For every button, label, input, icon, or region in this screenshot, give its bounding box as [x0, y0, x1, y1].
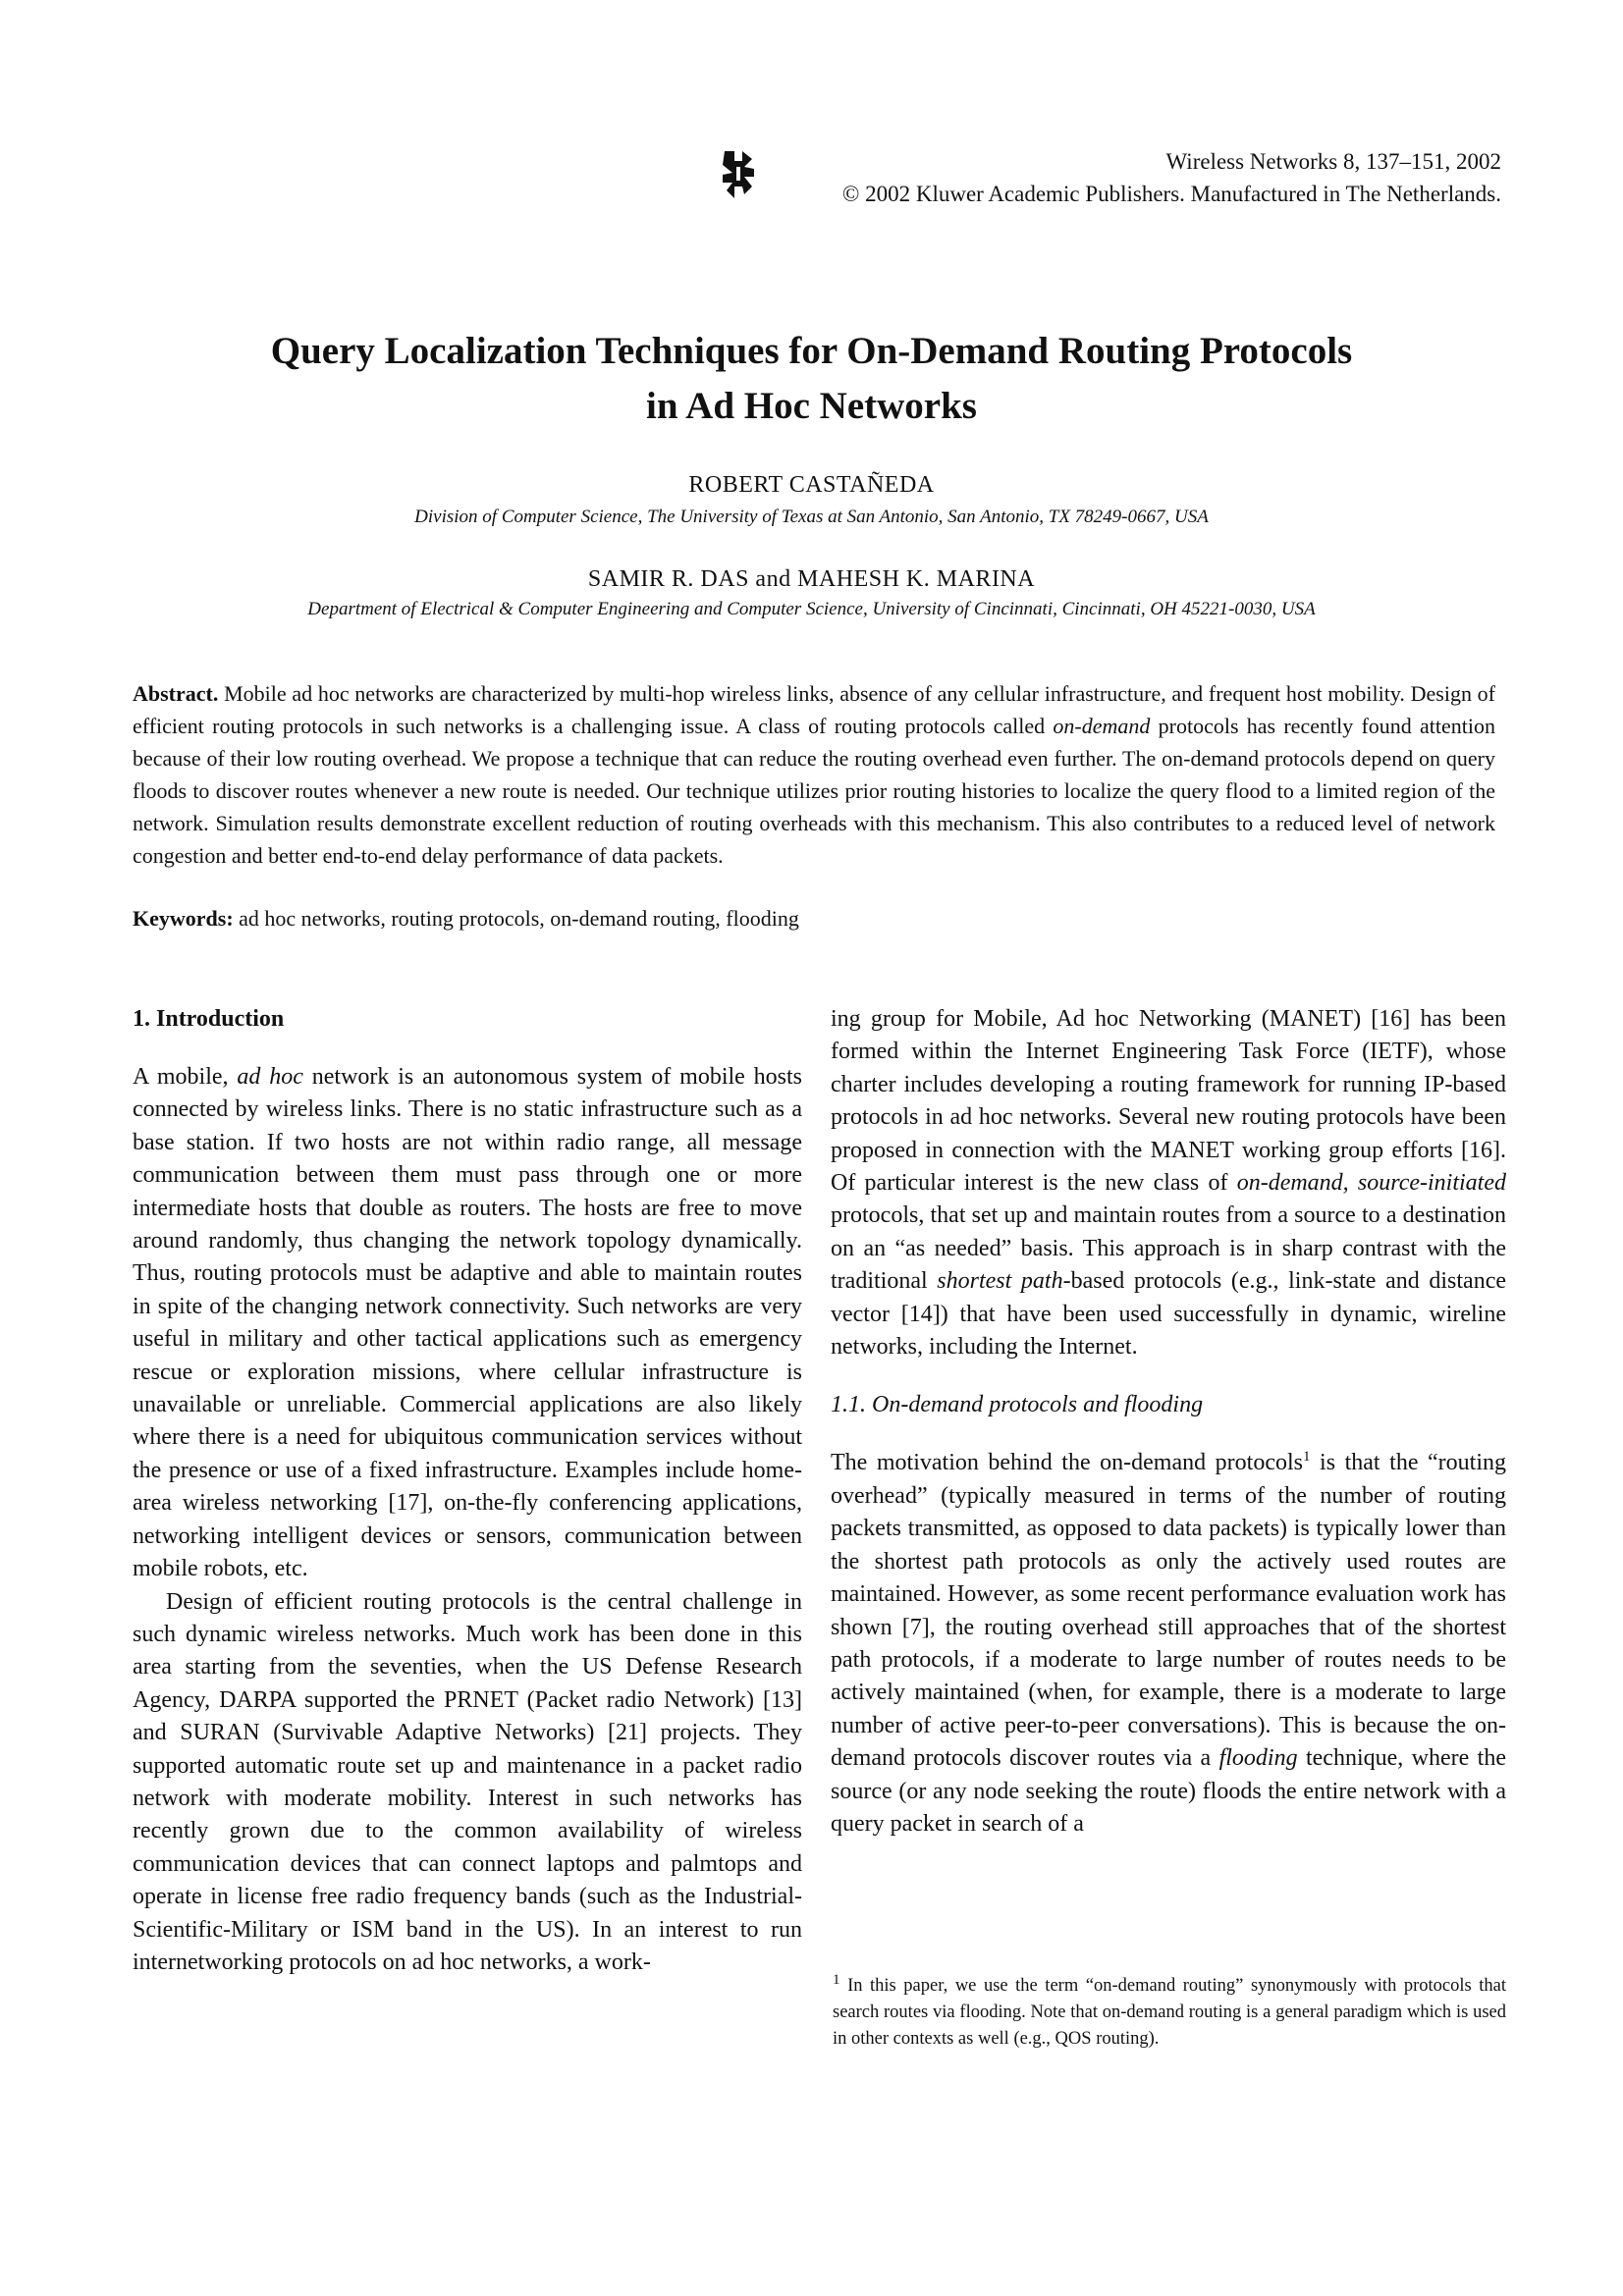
- footnote: [833, 1973, 1506, 2053]
- author-name: ROBERT CASTAÑEDA: [688, 472, 935, 498]
- author-affiliation: Department of Electrical & Computer Engineering and Computer Science, University of Cincinnati, Cincinnati, OH 45221-0030, USA: [307, 599, 1316, 619]
- paragraph-text: is that the “routing overhead” (typically measured in terms of the number of routing packets transmitted, as opposed to data packets) is typically lower than the shortest path protocols as only the actively used routes are maintained. However, as some recent performance evaluation work has shown [7], the routing overhead still approaches that of the shortest path protocols, if a moderate to large number of routes needs to be actively maintained (when, for example, there is a moderate to large number of active peer-to-peer conversations). This is because the on-demand protocols discover routes via a: [831, 1450, 1507, 1772]
- journal-citation: Wireless Networks 8, 137–151, 2002: [1165, 149, 1501, 174]
- author-affiliation: Division of Computer Science, The University of Texas at San Antonio, San Antonio, TX 78249-0667, USA: [414, 507, 1209, 527]
- abstract-text: Mobile ad hoc networks are characterized by multi-hop wireless links, absence of any cellular infrastructure, and frequent host mobility. Design of efficient routing protocols in such networks is a challenging issue. A class of routing protocols called: [133, 681, 1496, 738]
- abstract-emphasis: on-demand: [1053, 714, 1151, 738]
- footnote-mark: 1: [833, 1971, 840, 1988]
- paragraph: [831, 1447, 1506, 1841]
- paragraph-text: network is an autonomous system of mobile hosts connected by wireless links. There is no static infrastructure such as a base station. If two hosts are not within radio range, all message communication between them must pass through one or more intermediate hosts that double as routers. The hosts are free to move around randomly, thus changing the network topology dynamically. Thus, routing protocols must be adaptive and able to maintain routes in spite of the changing network connectivity. Such networks are very useful in military and other tactical applications such as emergency rescue or exploration missions, where cellular infrastructure is unavailable or unreliable. Commercial applications are also likely where there is a need for ubiquitous communication services without the presence or use of a fixed infrastructure. Examples include home-area wireless networking [17], on-the-fly conferencing applications, networking intelligent devices or sensors, communication between mobile robots, etc.: [133, 1064, 803, 1582]
- title-line-2: in Ad Hoc Networks: [646, 385, 977, 427]
- paragraph-text: -based protocols (e.g., link-state and distance vector [14]) that have been used successfully in dynamic, wireline networks, including the Internet.: [831, 1268, 1506, 1361]
- paragraph: [133, 1061, 802, 1586]
- paragraph-text: A mobile,: [133, 1064, 238, 1090]
- paper-title: [98, 324, 1525, 434]
- abstract: [133, 677, 1495, 872]
- author-name: SAMIR R. DAS and MAHESH K. MARINA: [587, 566, 1036, 592]
- abstract-label: Abstract.: [133, 681, 219, 706]
- right-column: [831, 1003, 1506, 1841]
- footnote-reference: 1: [1303, 1449, 1311, 1466]
- paragraph-emphasis: on-demand, source-initiated: [1236, 1170, 1506, 1197]
- publisher-logo-icon: [715, 147, 762, 204]
- copyright-line: © 2002 Kluwer Academic Publishers. Manufactured in The Netherlands.: [841, 182, 1501, 206]
- section-heading: 1. Introduction: [133, 1006, 285, 1032]
- paragraph-text: protocols, that set up and maintain routes from a source to a destination on an “as needed” basis. This approach is in sharp contrast with the traditional: [831, 1202, 1506, 1295]
- keywords: [133, 906, 1495, 932]
- paragraph: [831, 1003, 1506, 1363]
- keywords-label: Keywords:: [133, 906, 234, 931]
- paragraph-text: The motivation behind the on-demand protocols: [831, 1450, 1303, 1476]
- left-column: [133, 1003, 802, 1979]
- paragraph-emphasis: ad hoc: [237, 1064, 303, 1090]
- keywords-text: ad hoc networks, routing protocols, on-demand routing, flooding: [239, 906, 799, 931]
- abstract-text: protocols has recently found attention because of their low routing overhead. We propose a technique that can reduce the routing overhead even further. The on-demand protocols depend on query floods to discover routes whenever a new route is needed. Our technique utilizes prior routing histories to localize the query flood to a limited region of the network. Simulation results demonstrate excellent reduction of routing overheads with this mechanism. This also contributes to a reduced level of network congestion and better end-to-end delay performance of data packets.: [133, 714, 1495, 868]
- journal-info: [842, 145, 1501, 210]
- footnote-text: In this paper, we use the term “on-demand routing” synonymously with protocols that search routes via flooding. Note that on-demand routing is a general paradigm which is used in other contexts as well (e.g., QOS routing).: [833, 1976, 1507, 2049]
- paragraph-emphasis: flooding: [1218, 1745, 1298, 1772]
- paragraph-emphasis: shortest path: [937, 1268, 1063, 1295]
- title-line-1: Query Localization Techniques for On-Demand Routing Protocols: [270, 330, 1353, 372]
- paragraph-text: ing group for Mobile, Ad hoc Networking (MANET) [16] has been formed within the Internet Engineering Task Force (IETF), whose charter includes developing a routing framework for running IP-based protocols in ad hoc networks. Several new routing protocols have been proposed in connection with the MANET working group efforts [16]. Of particular interest is the new class of: [831, 1006, 1506, 1197]
- paragraph: Design of efficient routing protocols is the central challenge in such dynamic wireless networks. Much work has been done in this area starting from the seventies, when the US Defense Research Agency, DARPA supported the PRNET (Packet radio Network) [13] and SURAN (Survivable Adaptive Networks) [21] projects. They supported automatic route set up and maintenance in a packet radio network with moderate mobility. Interest in such networks has recently grown due to the common availability of wireless communication devices that can connect laptops and palmtops and operate in license free radio frequency bands (such as the Industrial-Scientific-Military or ISM band in the US). In an interest to run internetworking protocols on ad hoc networks, a work-: [133, 1588, 802, 1975]
- paragraph-text: technique, where the source (or any node seeking the route) floods the entire network with a query packet in search of a: [831, 1745, 1506, 1837]
- subsection-heading: 1.1. On-demand protocols and flooding: [831, 1392, 1204, 1418]
